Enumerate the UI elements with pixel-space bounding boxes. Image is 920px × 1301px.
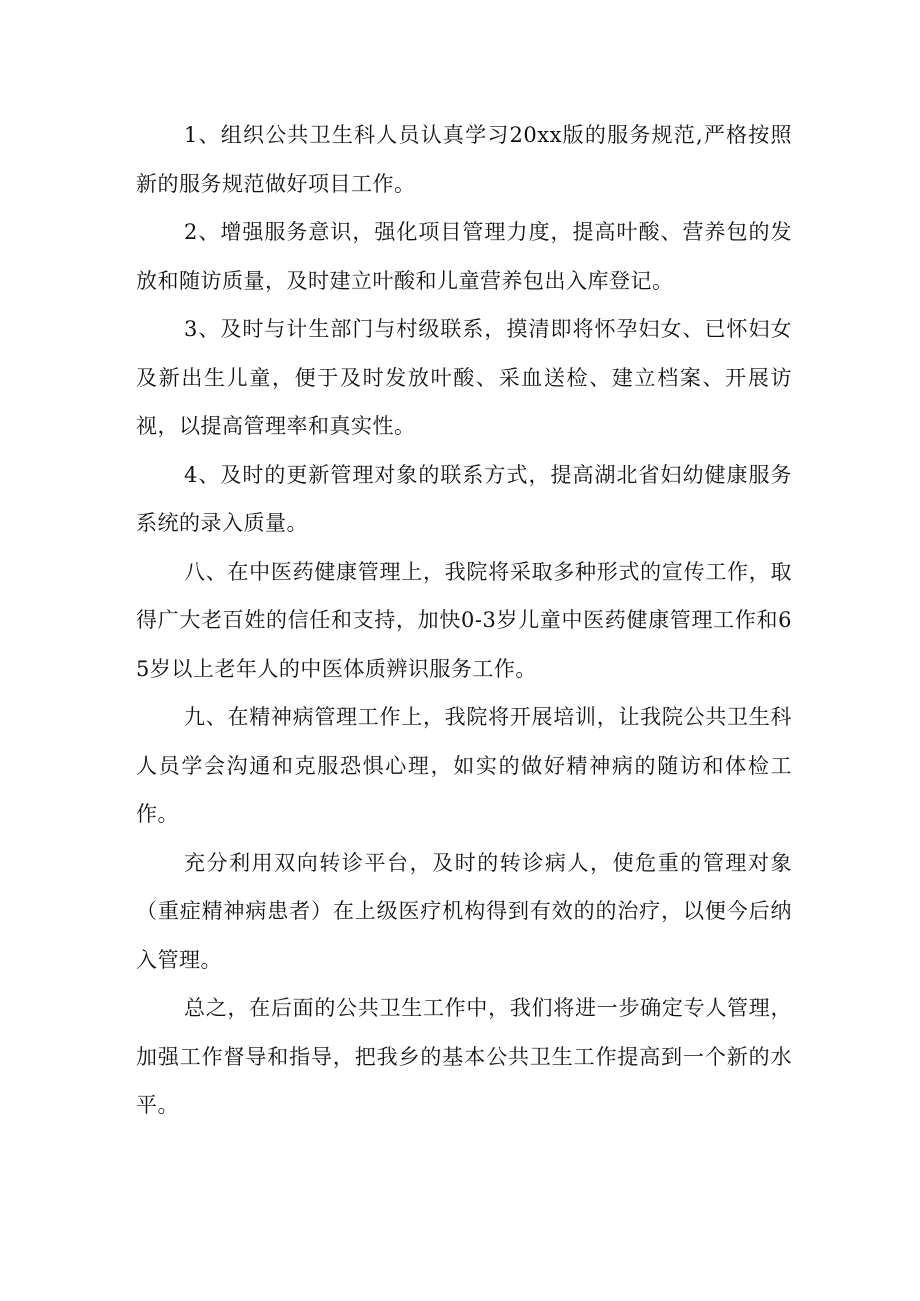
paragraph-1: 1、组织公共卫生科人员认真学习20xx版的服务规范,严格按照新的服务规范做好项目工作。 <box>136 123 792 196</box>
paragraph-8: 总之，在后面的公共卫生工作中，我们将进一步确定专人管理，加强工作督导和指导，把我乡的基本公共卫生工作提高到一个新的水平。 <box>136 996 792 1117</box>
paragraph-2: 2、增强服务意识，强化项目管理力度，提高叶酸、营养包的发放和随访质量，及时建立叶酸和儿童营养包出入库登记。 <box>136 220 792 293</box>
paragraph-5: 八、在中医药健康管理上，我院将采取多种形式的宣传工作，取得广大老百姓的信任和支持，加快0-3岁儿童中医药健康管理工作和65岁以上老年人的中医体质辨识服务工作。 <box>136 559 792 681</box>
paragraph-4: 4、及时的更新管理对象的联系方式，提高湖北省妇幼健康服务系统的录入质量。 <box>136 462 792 535</box>
paragraph-6: 九、在精神病管理工作上，我院将开展培训，让我院公共卫生科人员学会沟通和克服恐惧心理，如实的做好精神病的随访和体检工作。 <box>136 705 792 826</box>
document-body <box>136 111 792 1130</box>
paragraph-7: 充分利用双向转诊平台，及时的转诊病人，使危重的管理对象（重症精神病患者）在上级医疗机构得到有效的的治疗，以便今后纳入管理。 <box>136 850 792 972</box>
paragraph-3: 3、及时与计生部门与村级联系，摸清即将怀孕妇女、已怀妇女及新出生儿童，便于及时发放叶酸、采血送检、建立档案、开展访视，以提高管理率和真实性。 <box>136 317 792 438</box>
